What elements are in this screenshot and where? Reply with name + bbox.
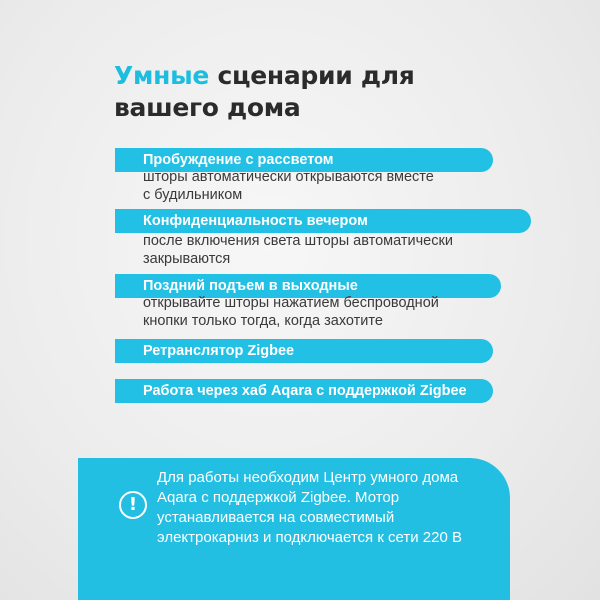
feature-desc-1-line-1: шторы автоматически открываются вместе [143, 169, 434, 185]
feature-label-3: Поздний подъем в выходные [143, 278, 358, 294]
headline-line-2: вашего дома [114, 93, 301, 122]
feature-desc-3 [143, 294, 493, 330]
feature-desc-2-line-2: закрываются [143, 251, 231, 267]
notice-line-4: электрокарниз и подключается к сети 220 В [157, 529, 463, 546]
headline-accent: Умные [114, 61, 210, 90]
feature-desc-2-line-1: после включения света шторы автоматически [143, 233, 453, 249]
exclamation-circle-icon: ! [119, 491, 147, 519]
headline-line-1 [114, 60, 415, 92]
notice-text [157, 468, 497, 548]
headline [114, 60, 415, 124]
headline-line-1-rest: сценарии для [209, 61, 415, 90]
notice-line-2: Aqara с поддержкой Zigbee. Мотор [157, 489, 400, 506]
notice-line-1: Для работы необходим Центр умного дома [157, 469, 459, 486]
feature-label-4: Ретранслятор Zigbee [143, 343, 295, 359]
feature-label-2: Конфиденциальность вечером [143, 213, 368, 229]
notice-line-3: устанавливается на совместимый [157, 509, 395, 526]
feature-desc-1 [143, 168, 493, 204]
feature-desc-1-line-2: с будильником [143, 187, 243, 203]
feature-desc-3-line-1: открывайте шторы нажатием беспроводной [143, 295, 439, 311]
feature-label-5: Работа через хаб Aqara с поддержкой Zigbee [143, 383, 467, 399]
feature-label-1: Пробуждение с рассветом [143, 152, 334, 168]
feature-desc-2 [143, 232, 493, 268]
feature-desc-3-line-2: кнопки только тогда, когда захотите [143, 313, 383, 329]
